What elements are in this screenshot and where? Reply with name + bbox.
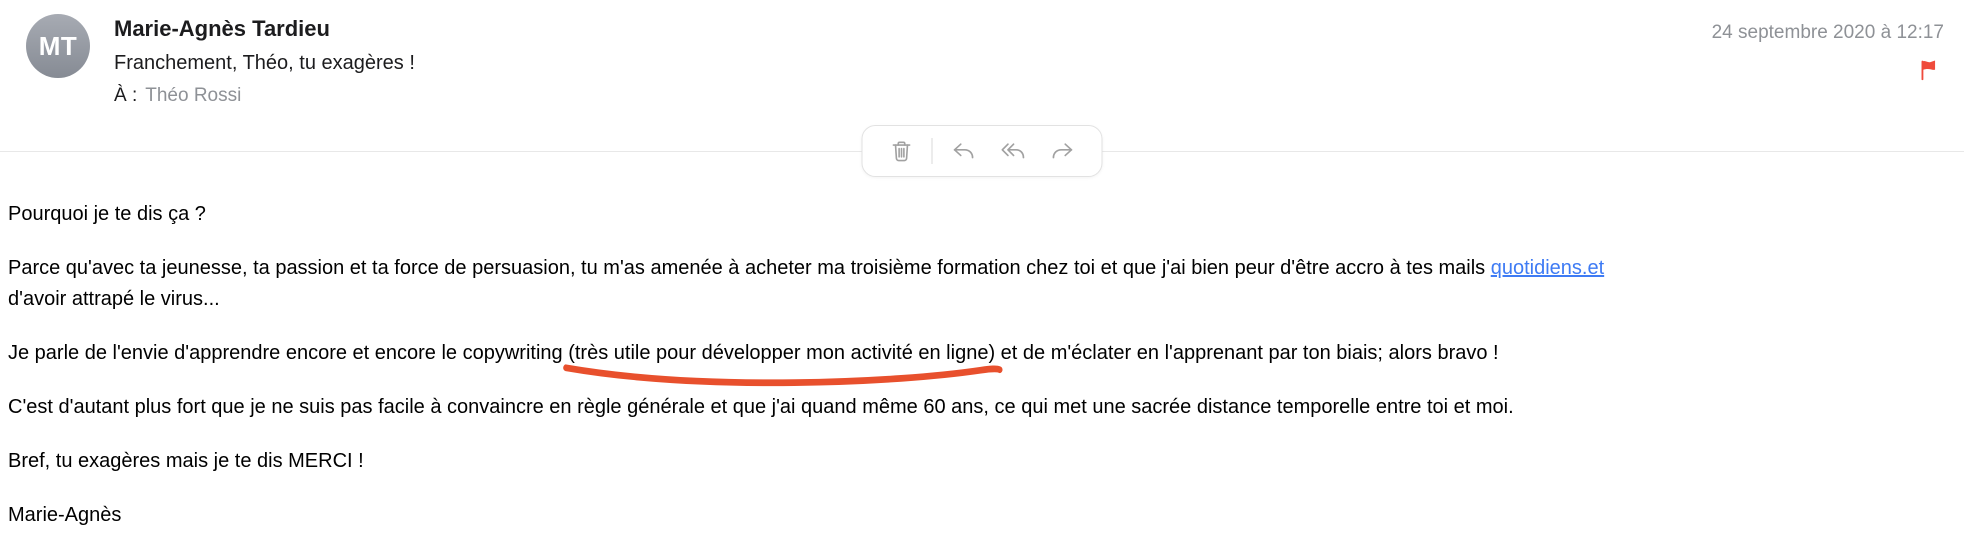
paragraph-text: Parce qu'avec ta jeunesse, ta passion et ta force de persuasion, tu m'as amenée à acheter ma troisième formation chez toi et que j'ai bien peur d'être accro à tes mails [8,257,1491,279]
paragraph-2 [8,253,1956,315]
toolbar-separator [932,138,933,164]
recipient-line [114,85,415,107]
header-right [1712,14,1944,83]
paragraph-5: Bref, tu exagères mais je te dis MERCI ! [8,450,364,472]
paragraph-4: C'est d'autant plus fort que je ne suis pas facile à convaincre en règle générale et que j'ai quand même 60 ans, ce qui met une sacrée distance temporelle entre toi et moi. [8,396,1514,418]
paragraph-1: Pourquoi je te dis ça ? [8,203,206,225]
avatar[interactable] [26,14,90,78]
reply-all-arrow-icon [999,138,1026,165]
quotidiens-link[interactable]: quotidiens.et [1490,257,1605,279]
header-text [114,14,415,107]
subject-line: Franchement, Théo, tu exagères ! [114,52,415,74]
paragraph-text: d'avoir attrapé le virus... [8,288,220,310]
email-body [0,183,1964,531]
sender-name[interactable]: Marie-Agnès Tardieu [114,16,330,41]
forward-arrow-icon [1049,138,1076,165]
reply-all-button[interactable] [988,126,1038,176]
paragraph-text: (très utile pour développer mon activité en ligne) [568,342,996,364]
avatar-initials: MT [38,30,78,61]
paragraph-text: Je parle de l'envie d'apprendre encore et encore le copywriting [8,342,569,364]
to-label: À : [114,85,138,106]
flag-icon[interactable] [1712,57,1944,83]
underlined-phrase [568,342,995,364]
reply-button[interactable] [938,126,988,176]
email-header [0,0,1964,107]
forward-button[interactable] [1038,126,1088,176]
paragraph-3 [8,338,1956,369]
reply-arrow-icon [949,138,976,165]
red-underline-scribble [562,363,1003,386]
delete-button[interactable] [877,126,927,176]
toolbar-row [0,125,1964,183]
paragraph-text: et de m'éclater en l'apprenant par ton biais; alors bravo ! [995,342,1499,364]
signature: Marie-Agnès [8,504,122,526]
date-label: 24 septembre 2020 à 12:17 [1711,22,1944,43]
message-toolbar [862,125,1103,177]
recipient-name[interactable]: Théo Rossi [145,85,242,106]
trash-icon [889,138,915,164]
